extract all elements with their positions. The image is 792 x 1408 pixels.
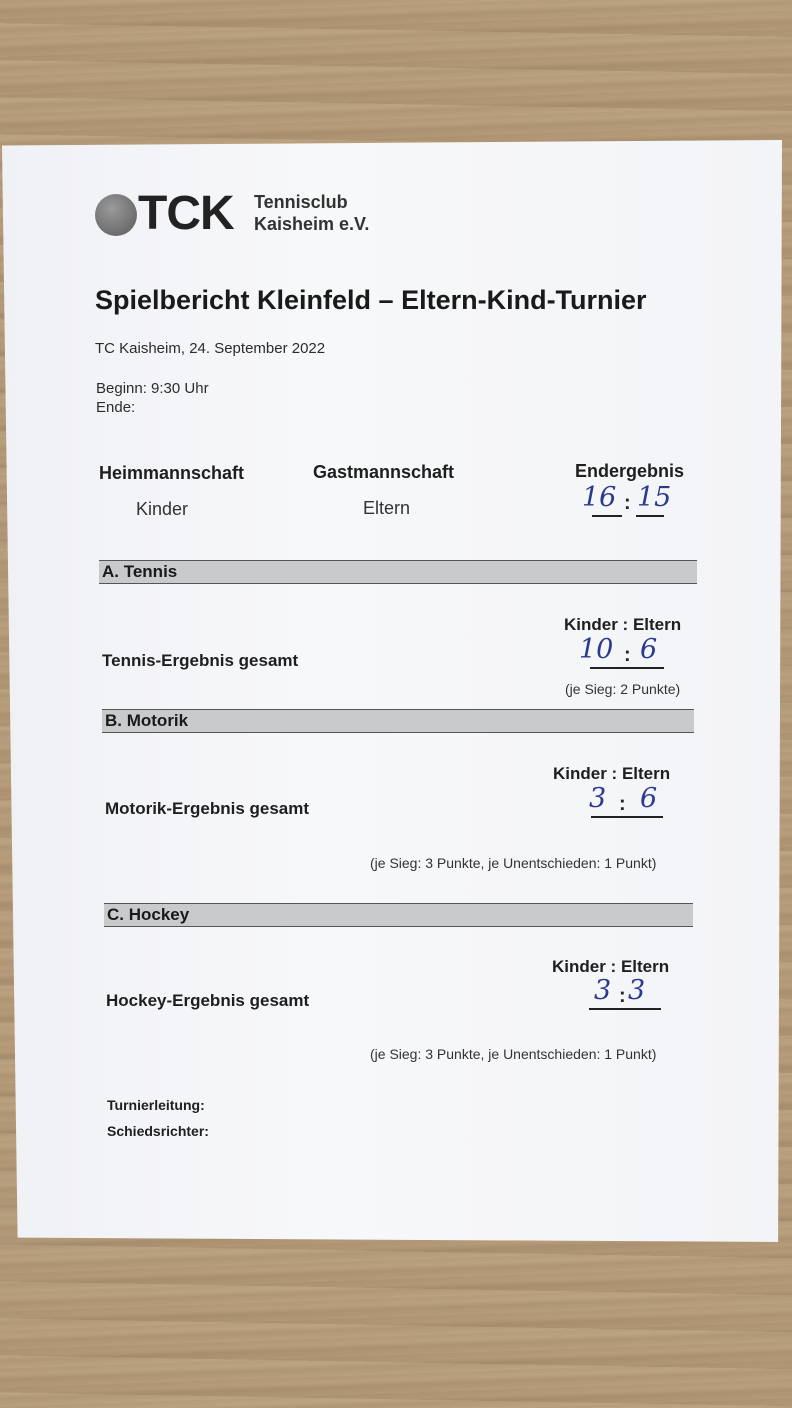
final-result-header: Endergebnis: [575, 461, 685, 481]
guest-team-name: Eltern: [363, 498, 411, 518]
section-bar-tennis: [99, 560, 697, 584]
hockey-score-guest: 3: [628, 975, 646, 1006]
motorik-scoring-note: (je Sieg: 3 Punkte, je Unentschieden: 1 Punkt): [370, 855, 657, 871]
motorik-result-label: Motorik-Ergebnis gesamt: [105, 799, 310, 818]
section-bar-motorik: [102, 709, 694, 733]
tennis-scoring-note: (je Sieg: 2 Punkte): [565, 681, 681, 697]
tennis-score-guest: 6: [640, 634, 658, 665]
begin-time: Beginn: 9:30 Uhr: [96, 380, 209, 397]
final-score-home: 16: [582, 482, 617, 513]
tennis-score-header: Kinder : Eltern: [564, 615, 682, 634]
end-time: Ende:: [96, 399, 136, 416]
turnierleitung-label: Turnierleitung:: [107, 1097, 205, 1113]
final-score-guest: 15: [637, 482, 672, 513]
motorik-score-line: [591, 816, 663, 818]
schiedsrichter-label: Schiedsrichter:: [107, 1123, 209, 1139]
home-team-name: Kinder: [136, 499, 189, 519]
section-label-hockey: C. Hockey: [107, 905, 190, 924]
section-label-tennis: A. Tennis: [102, 562, 178, 581]
motorik-score-colon: :: [619, 793, 626, 815]
tennis-score-colon: :: [624, 644, 631, 666]
hockey-score-home: 3: [594, 975, 612, 1006]
guest-team-header: Gastmannschaft: [313, 462, 455, 482]
section-label-motorik: B. Motorik: [105, 711, 189, 730]
tennis-result-label: Tennis-Ergebnis gesamt: [102, 651, 299, 670]
final-score-guest-line: [636, 515, 664, 517]
final-score: [580, 482, 680, 517]
document-title: Spielbericht Kleinfeld – Eltern-Kind-Turnier: [95, 285, 647, 315]
club-logo-abbr: TCK: [138, 187, 234, 240]
hockey-scoring-note: (je Sieg: 3 Punkte, je Unentschieden: 1 Punkt): [370, 1046, 657, 1062]
club-name-line2: Kaisheim e.V.: [254, 214, 370, 234]
section-bar-hockey: [104, 903, 693, 927]
tennis-score: [578, 634, 668, 669]
hockey-score: [586, 975, 668, 1010]
home-team-header: Heimmannschaft: [99, 463, 245, 483]
location-date: TC Kaisheim, 24. September 2022: [95, 340, 326, 357]
hockey-score-header: Kinder : Eltern: [552, 957, 670, 976]
motorik-score-header: Kinder : Eltern: [553, 764, 671, 783]
final-score-colon: :: [624, 492, 631, 514]
tennis-ball-logo-icon: [95, 194, 137, 236]
club-name-line1: Tennisclub: [254, 192, 348, 212]
hockey-score-line: [589, 1008, 661, 1010]
hockey-score-colon: :: [619, 985, 626, 1007]
final-score-home-line: [592, 515, 622, 517]
tennis-score-line: [590, 667, 664, 669]
motorik-score-guest: 6: [640, 783, 658, 814]
motorik-score-home: 3: [589, 783, 607, 814]
tennis-score-home: 10: [579, 634, 614, 665]
motorik-score: [585, 783, 670, 818]
hockey-result-label: Hockey-Ergebnis gesamt: [106, 991, 310, 1010]
